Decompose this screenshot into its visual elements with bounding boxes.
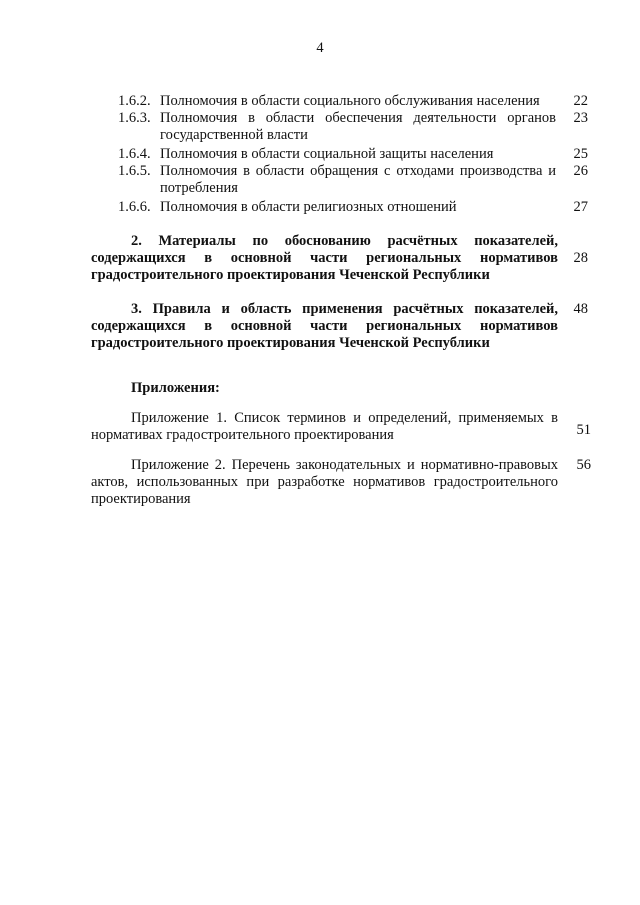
toc-entry-number: 1.6.5. [118,163,151,179]
toc-entry-title: Полномочия в области социальной защиты населения [160,146,494,162]
toc-entry-number: 1.6.6. [118,199,151,215]
toc-entry-page: 22 [573,93,588,109]
toc-section-page: 48 [573,301,588,317]
toc-appendix-page: 56 [576,457,591,473]
toc-section-title: 2. Материалы по обоснованию расчётных показателей, содержащихся в основной части региональных нормативов градостроительного проектирования Чеченской Республики [91,233,558,283]
toc-entry-title: Полномочия в области социального обслуживания населения [160,93,540,109]
toc-entry-title: Полномочия в области обращения с отходами производства и потребления [160,163,556,196]
appendices-heading: Приложения: [131,380,220,396]
toc-entry-page: 26 [573,163,588,179]
toc-appendix-title: Приложение 2. Перечень законодательных и нормативно-правовых актов, использованных при разработке нормативов градостроительного проектирования [91,457,558,507]
toc-entry-number: 1.6.3. [118,110,151,126]
page-number: 4 [316,40,324,56]
toc-entry-page: 25 [573,146,588,162]
toc-section-page: 28 [573,250,588,266]
toc-entry-number: 1.6.4. [118,146,151,162]
toc-section-title: 3. Правила и область применения расчётных показателей, содержащихся в основной части региональных нормативов градостроительного проектирования Чеченской Республики [91,301,558,351]
toc-entry-title: Полномочия в области обеспечения деятельности органов государственной власти [160,110,556,143]
toc-appendix-page: 51 [576,422,591,438]
toc-appendix-title: Приложение 1. Список терминов и определений, применяемых в нормативах градостроительного проектирования [91,410,558,443]
toc-entry-page: 23 [573,110,588,126]
toc-entry-title: Полномочия в области религиозных отношений [160,199,457,215]
toc-entry-page: 27 [573,199,588,215]
toc-entry-number: 1.6.2. [118,93,151,109]
